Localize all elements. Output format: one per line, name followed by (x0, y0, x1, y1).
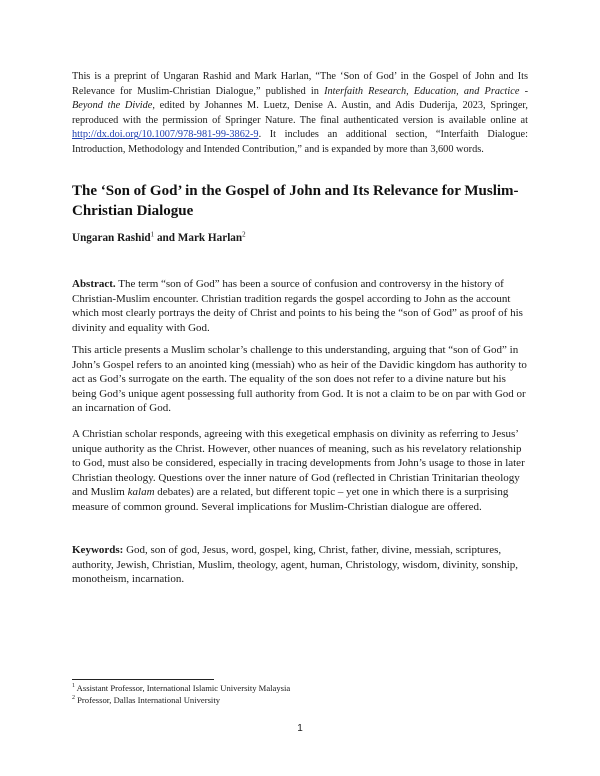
preprint-text-1: This is a preprint of Ungaran Rashid and Mark Harlan, “The ‘Son of God’ in the Gospel of John and Its Relevance for Muslim-Christian Dialogue,” published in (72, 71, 528, 97)
author-line (72, 232, 528, 244)
footnote-1 (72, 683, 290, 694)
keywords-text: God, son of god, Jesus, word, gospel, king, Christ, father, divine, messiah, scriptures, authority, Jewish, Christian, Muslim, theology, agent, human, Christology, wisdom, divinity, sonship, monotheism, incarnation. (72, 544, 518, 586)
author-1-footnote-mark: 1 (150, 230, 155, 239)
footnote-2-text: Professor, Dallas International University (75, 695, 220, 705)
preprint-text-2: , edited by Johannes M. Luetz, Denise A. Austin, and Adis Duderija, 2023, Springer, reproduced with the permission of Springer Nature. The final authenticated version is available online at (72, 100, 528, 126)
kalam-term: kalam (127, 486, 155, 499)
footnote-1-mark: 1 (72, 683, 75, 690)
preprint-notice (72, 70, 528, 158)
paragraph-3-text-1: A Christian scholar responds, agreeing with this exegetical emphasis on divinity as referring to Jesus’ unique authority as the Christ. However, other nuances of meaning, such as his revelatory relationship to God, must also be considered, especially in tracing developments from John’s usage to those in later Christian theology. Questions over the inner nature of God (reflected in Christian Trinitarian theology and Muslim (72, 428, 525, 499)
abstract-text: The term “son of God” has been a source of confusion and controversy in the history of Christian-Muslim encounter. Christian tradition regards the gospel according to John as the account which most clearly portrays the deity of Christ and points to his being the “son of God” as proof of his divinity and equality with God. (72, 278, 523, 334)
footnote-2-mark: 2 (72, 695, 75, 702)
author-1: Ungaran Rashid (72, 232, 151, 244)
paragraph-3-text-2: debates) are a related, but different topic – yet one in which there is a surprising measure of common ground. Several implications for Muslim-Christian dialogue are offered. (72, 486, 509, 513)
author-2: Mark Harlan (177, 232, 243, 244)
publication-title: Interfaith Research, Education, and Practice - Beyond the Divide (72, 85, 529, 112)
footnote-1-text: Assistant Professor, International Islamic University Malaysia (75, 683, 291, 693)
abstract-label: Abstract. (72, 278, 116, 290)
keywords-label: Keywords: (72, 544, 124, 556)
preprint-text-3: . It includes an additional section, “Interfaith Dialogue: Introduction, Methodology and Intended Contribution,” and is expanded by more than 3,600 words. (72, 129, 528, 155)
footnote-divider (72, 679, 214, 680)
author-2-footnote-mark: 2 (242, 230, 246, 239)
article-title: The ‘Son of God’ in the Gospel of John and Its Relevance for Muslim-Christian Dialogue (72, 183, 519, 219)
doi-link[interactable]: http://dx.doi.org/10.1007/978-981-99-3862-9 (72, 129, 259, 141)
body-paragraph-2: This article presents a Muslim scholar’s challenge to this understanding, arguing that “son of God” in John’s Gospel refers to an anointed king (messiah) who as heir of the Davidic kingdom has authority to act as God’s surrogate on the earth. The equality of the son does not refer to a divine nature but his being God’s unique agent possessing full authority from God. It is not a claim to be on par with God or an incarnation of God. (72, 344, 527, 415)
body-paragraph-3 (72, 427, 528, 515)
abstract-paragraph (72, 277, 528, 335)
footnote-2 (72, 695, 220, 706)
page-number: 1 (297, 723, 303, 734)
keywords-paragraph (72, 543, 528, 587)
author-connector: and (154, 232, 178, 244)
